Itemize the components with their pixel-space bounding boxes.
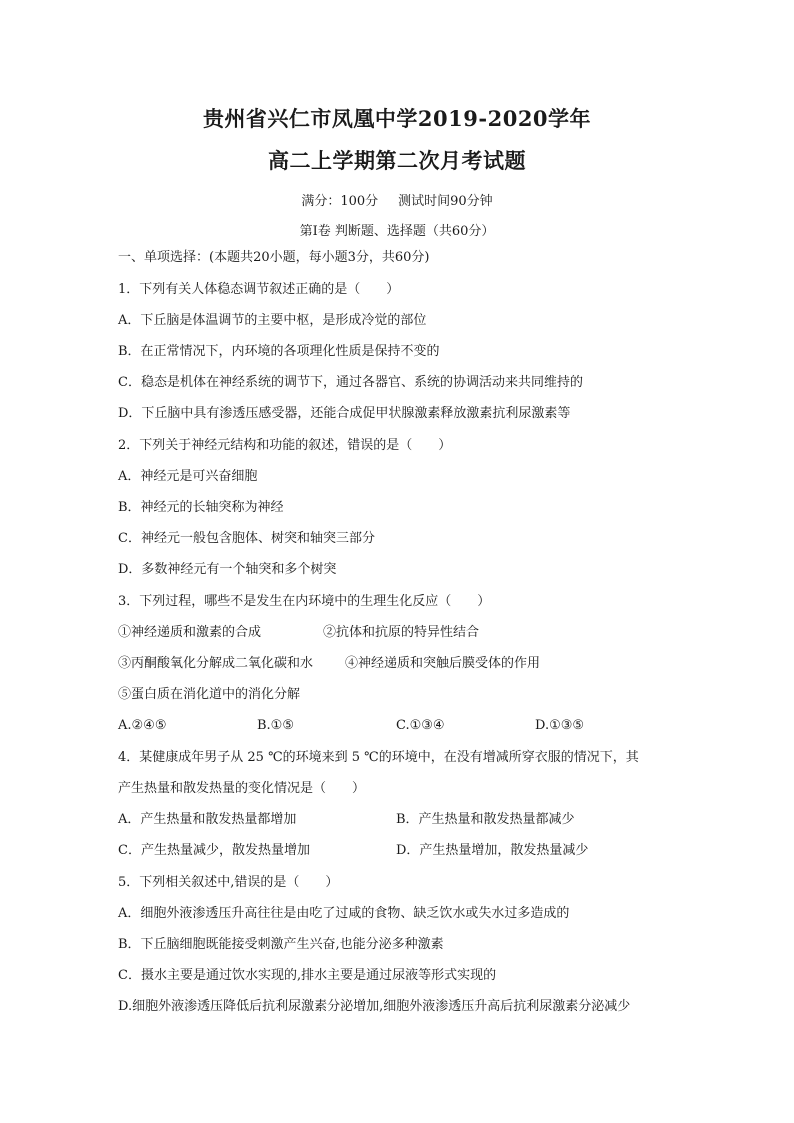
exam-title-line1: 贵州省兴仁市凤凰中学2019-2020学年 bbox=[202, 106, 592, 131]
exam-meta bbox=[0, 190, 794, 209]
q2-option-b: B．神经元的长轴突称为神经 bbox=[118, 500, 284, 515]
q4-stem-line2: 产生热量和散发热量的变化情况是（ ） bbox=[118, 781, 366, 796]
q1-stem: 1．下列有关人体稳态调节叙述正确的是（ ） bbox=[118, 282, 400, 297]
q5-option-a: A．细胞外液渗透压升高往往是由吃了过咸的食物、缺乏饮水或失水过多造成的 bbox=[118, 906, 570, 921]
q1-option-a: A．下丘脑是体温调节的主要中枢，是形成冷觉的部位 bbox=[118, 313, 427, 328]
q2-option-a: A．神经元是可兴奋细胞 bbox=[118, 469, 258, 484]
full-score: 满分：100分 bbox=[301, 194, 379, 209]
exam-title-line2: 高二上学期第二次月考试题 bbox=[268, 148, 526, 173]
q3-option-c: C.①③④ bbox=[396, 718, 445, 733]
q5-option-b: B．下丘脑细胞既能接受刺激产生兴奋,也能分泌多种激素 bbox=[118, 937, 444, 952]
q3-option-b: B.①⑤ bbox=[257, 718, 294, 733]
q2-stem: 2．下列关于神经元结构和功能的叙述，错误的是（ ） bbox=[118, 438, 452, 453]
q3-item-5: ⑤蛋白质在消化道中的消化分解 bbox=[118, 687, 301, 702]
q4-option-c: C．产生热量减少，散发热量增加 bbox=[118, 843, 310, 858]
q4-option-d: D．产生热量增加，散发热量减少 bbox=[396, 843, 589, 858]
q4-option-a: A．产生热量和散发热量都增加 bbox=[118, 812, 297, 827]
q3-option-d: D.①③⑤ bbox=[535, 718, 585, 733]
q3-item-2: ②抗体和抗原的特异性结合 bbox=[323, 625, 480, 640]
section-heading: 一、单项选择：(本题共20小题，每小题3分，共60分) bbox=[118, 250, 430, 265]
q3-item-3: ③丙酮酸氧化分解成二氧化碳和水 bbox=[118, 656, 314, 671]
q4-stem-line1: 4．某健康成年男子从 25 ℃的环境来到 5 ℃的环境中，在没有增减所穿衣服的情况下，其 bbox=[118, 750, 639, 765]
q4-option-b: B．产生热量和散发热量都减少 bbox=[396, 812, 575, 827]
q5-option-c: C．摄水主要是通过饮水实现的,排水主要是通过尿液等形式实现的 bbox=[118, 968, 497, 983]
q5-option-d: D.细胞外液渗透压降低后抗利尿激素分泌增加,细胞外液渗透压升高后抗利尿激素分泌减少 bbox=[118, 999, 631, 1014]
q2-option-d: D．多数神经元有一个轴突和多个树突 bbox=[118, 562, 337, 577]
q1-option-d: D．下丘脑中具有渗透压感受器，还能合成促甲状腺激素释放激素抗利尿激素等 bbox=[118, 406, 571, 421]
q3-item-4: ④神经递质和突触后膜受体的作用 bbox=[345, 656, 541, 671]
q1-option-c: C．稳态是机体在神经系统的调节下，通过各器官、系统的协调活动来共同维持的 bbox=[118, 375, 583, 390]
q3-option-a: A.②④⑤ bbox=[118, 718, 167, 733]
test-time: 测试时间90分钟 bbox=[398, 194, 493, 209]
q3-item-1: ①神经递质和激素的合成 bbox=[118, 625, 262, 640]
q5-stem: 5．下列相关叙述中,错误的是（ ） bbox=[118, 875, 339, 890]
q2-option-c: C．神经元一般包含胞体、树突和轴突三部分 bbox=[118, 531, 375, 546]
part-label: 第Ⅰ卷 判断题、选择题（共60分） bbox=[299, 224, 495, 239]
q1-option-b: B．在正常情况下，内环境的各项理化性质是保持不变的 bbox=[118, 344, 440, 359]
q3-stem: 3．下列过程，哪些不是发生在内环境中的生理生化反应（ ） bbox=[118, 594, 491, 609]
